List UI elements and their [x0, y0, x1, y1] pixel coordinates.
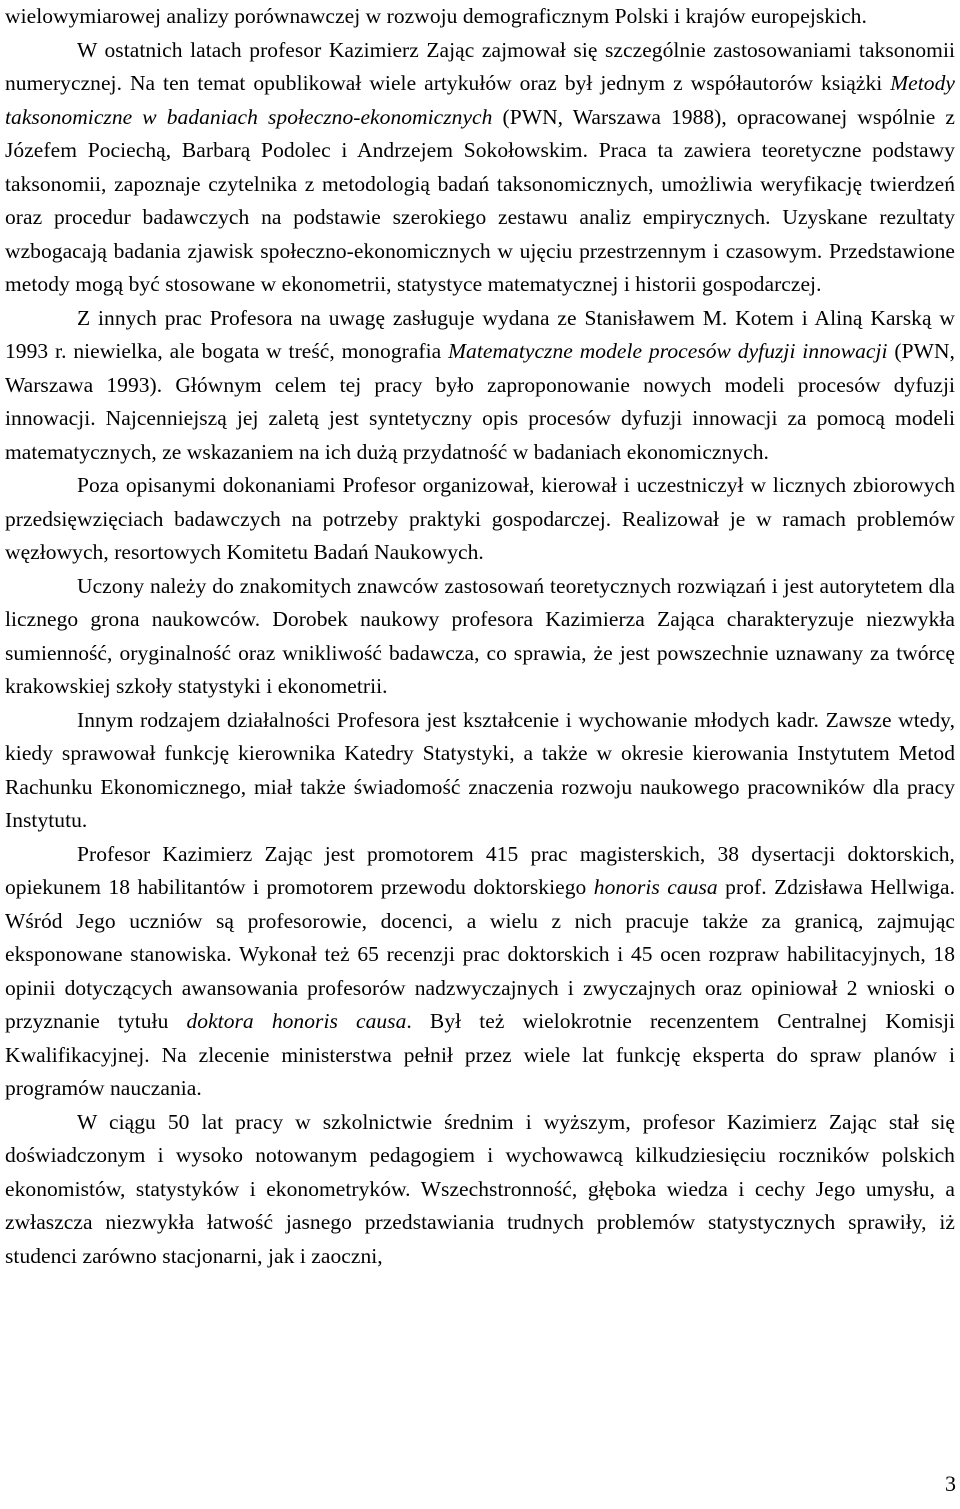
text-run: (PWN, Warszawa 1993). Głównym celem tej pracy było zaproponowanie nowych modeli procesów dyfuzji innowacji. Najcenniejszą jej zaletą jest syntetyczny opis procesów dyfuzji innowacji za pomocą modeli matematycznych, ze wskazaniem na ich dużą przydatność w badaniach ekonomicznych. [5, 339, 955, 464]
paragraph-8 [5, 1106, 955, 1274]
text-run: . Był też wielokrotnie recenzentem Centralnej Komisji Kwalifikacyjnej. Na zlecenie ministerstwa pełnił przez wiele lat funkcję eksperta do spraw planów i programów nauczania. [5, 1009, 955, 1100]
paragraph-7 [5, 838, 955, 1106]
page-number: 3 [945, 1471, 956, 1496]
text-run: prof. Zdzisława Hellwiga. Wśród Jego uczniów są profesorowie, docenci, a wielu z nich pracuje także za granicą, zajmując eksponowane stanowiska. Wykonał też 65 recenzji prac doktorskich i 45 ocen rozpraw habilitacyjnych, 18 opinii dotyczących awansowania profesorów nadzwyczajnych i zwyczajnych oraz opiniował 2 wnioski o przyznanie tytułu [5, 875, 955, 1033]
italic-text: Matematyczne modele procesów dyfuzji innowacji [448, 339, 888, 363]
paragraph-1 [5, 0, 955, 34]
paragraph-4 [5, 469, 955, 570]
document-body [5, 0, 955, 1273]
text-run: Uczony należy do znakomitych znawców zastosowań teoretycznych rozwiązań i jest autorytetem dla licznego grona naukowców. Dorobek naukowy profesora Kazimierza Zająca charakteryzuje niezwykła sumienność, oryginalność oraz wnikliwość badawcza, co sprawia, że jest powszechnie uznawany za twórcę krakowskiej szkoły statystyki i ekonometrii. [5, 573, 955, 698]
text-run: (PWN, Warszawa 1988), opracowanej wspólnie z Józefem Pociechą, Barbarą Podolec i Andrzejem Sokołowskim. Praca ta zawiera teoretyczne podstawy taksonomii, zapoznaje czytelnika z metodologią badań taksonomicznych, umożliwia weryfikację twierdzeń oraz procedur badawczych na podstawie szerokiego zestawu analiz empirycznych. Uzyskane rezultaty wzbogacają badania zjawisk społeczno-ekonomicznych w ujęciu przestrzennym i czasowym. Przedstawione metody mogą być stosowane w ekonometrii, statystyce matematycznej i historii gospodarczej. [5, 104, 955, 296]
text-run: Profesor Kazimierz Zając jest promotorem 415 prac magisterskich, 38 dysertacji doktorskich, opiekunem 18 habilitantów i promotorem przewodu doktorskiego [5, 841, 955, 899]
paragraph-6 [5, 704, 955, 838]
text-run: Poza opisanymi dokonaniami Profesor organizował, kierował i uczestniczył w licznych zbiorowych przedsięwzięciach badawczych na potrzeby praktyki gospodarczej. Realizował je w ramach problemów węzłowych, resortowych Komitetu Badań Naukowych. [5, 473, 955, 564]
italic-text: honoris causa [593, 875, 718, 899]
text-run: Innym rodzajem działalności Profesora jest kształcenie i wychowanie młodych kadr. Zawsze wtedy, kiedy sprawował funkcję kierownika Katedry Statystyki, a także w okresie kierowania Instytutem Metod Rachunku Ekonomicznego, miał także świadomość znaczenia rozwoju naukowego pracowników dla pracy Instytutu. [5, 707, 955, 832]
text-run: Z innych prac Profesora na uwagę zasługuje wydana ze Stanisławem M. Kotem i Aliną Karską w 1993 r. niewielka, ale bogata w treść, monografia [5, 305, 955, 363]
italic-text: doktora honoris causa [186, 1009, 407, 1033]
text-run: W ostatnich latach profesor Kazimierz Zając zajmował się szczególnie zastosowaniami taksonomii numerycznej. Na ten temat opublikował wiele artykułów oraz był jednym z współautorów książki [5, 37, 955, 95]
text-run: W ciągu 50 lat pracy w szkolnictwie średnim i wyższym, profesor Kazimierz Zając stał się doświadczonym i wysoko notowanym pedagogiem i wychowawcą kilkudziesięciu roczników polskich ekonomistów, statystyków i ekonometryków. Wszechstronność, głęboka wiedza i cechy Jego umysłu, a zwłaszcza niezwykła łatwość jasnego przedstawiania trudnych problemów statystycznych sprawiły, iż studenci zarówno stacjonarni, jak i zaoczni, [5, 1109, 955, 1268]
paragraph-3 [5, 302, 955, 470]
text-run: wielowymiarowej analizy porównawczej w rozwoju demograficznym Polski i krajów europejskich. [5, 4, 867, 28]
paragraph-2 [5, 34, 955, 302]
paragraph-5 [5, 570, 955, 704]
italic-text: Metody taksonomiczne w badaniach społeczno-ekonomicznych [5, 71, 955, 129]
